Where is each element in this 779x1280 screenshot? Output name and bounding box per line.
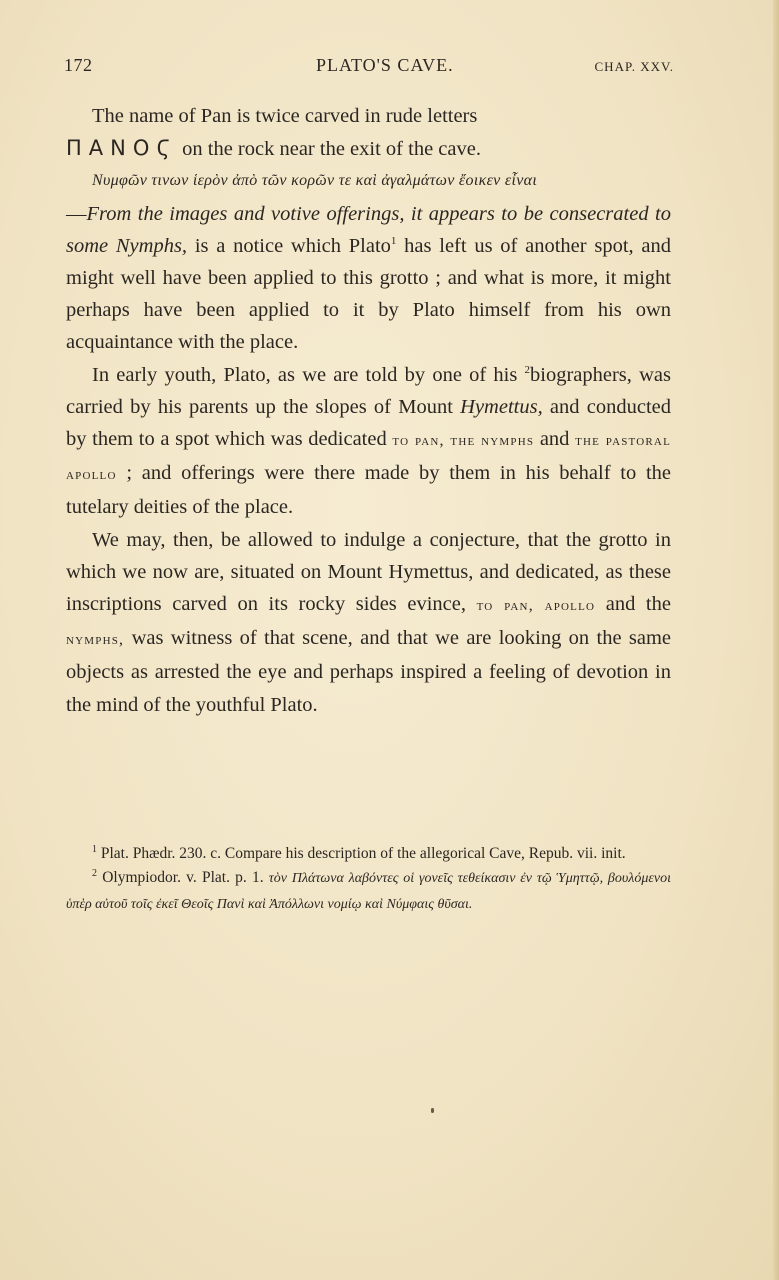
running-title: PLATO'S CAVE. xyxy=(316,55,454,75)
pan-inscription: ΠΑΝΟϚ xyxy=(66,136,178,161)
paragraph-3 xyxy=(66,359,671,524)
small-caps-run: the nymphs xyxy=(450,432,535,450)
small-caps-run: to pan, apollo xyxy=(476,597,596,615)
footnote-1 xyxy=(66,842,671,866)
text-run: was witness of that scene, and that we are looking on the same objects as arrested the eye and perhaps inspired a feeling of devotion in the mind of the youthful Plato. xyxy=(66,627,671,716)
footnote-mark: 1 xyxy=(92,843,97,855)
text-run: on the rock near the exit of the cave. xyxy=(177,138,481,161)
footnote-greek: τὸν Πλάτωνα λαβόντες οἱ γονεῖς τεθείκασιν ἐν τῷ Ὑμηττῷ, βουλόμενοι ὑπὲρ αὐτοῦ τοῖς ἐκεῖ Θεοῖς Πανὶ καὶ Ἀπόλλωνι νομίῳ καὶ Νύμφαις θῦσαι. xyxy=(66,871,672,912)
text-run: and conducted by them to a spot which was dedicated xyxy=(66,395,672,451)
ink-speck xyxy=(431,1108,434,1113)
text-run: In early youth, Plato, as we are told by one of his xyxy=(92,363,525,386)
paragraph-1 xyxy=(66,100,671,165)
small-caps-run: to pan, xyxy=(392,432,445,450)
text-run: biographers, was carried by his parents up the slopes of Mount xyxy=(66,363,671,418)
main-text xyxy=(66,100,671,721)
greek-quote: Νυμφῶν τινων ἱερὸν ἀπὸ τῶν κορῶν τε καὶ ἀγαλμάτων ἔοικεν εἶναι xyxy=(92,172,538,190)
text-run: is a notice which Plato xyxy=(187,234,391,257)
text-run: The name of Pan is twice carved in rude letters xyxy=(92,105,478,127)
footnote-ref-2[interactable]: 2 xyxy=(524,363,531,376)
paragraph-2 xyxy=(66,165,671,358)
small-caps-run: the pastoral apollo xyxy=(66,432,671,484)
italic-translation: From the images and votive offerings, it appears to be consecrated to some Nymphs, xyxy=(66,202,671,257)
footnote-mark: 2 xyxy=(92,868,97,880)
text-run: and xyxy=(534,428,576,451)
page-number: 172 xyxy=(64,55,93,75)
text-run: has left us of another spot, and might well have been applied to this grotto ; and what is more, it might perhaps have been applied to it by Plato himself from his own acquaintance with the place. xyxy=(66,234,671,354)
text-run: We may, then, be allowed to indulge a conjecture, that the grotto in which we now are, situated on Mount Hymettus, and dedicated, as these inscriptions carved on its rocky sides evince, xyxy=(66,528,671,616)
footnote-text: Plat. Phædr. 230. c. Compare his description of the allegorical Cave, Repub. vii. init. xyxy=(97,845,626,862)
footnotes xyxy=(66,842,671,917)
footnote-ref-1[interactable]: 1 xyxy=(390,234,397,247)
small-caps-run: nymphs, xyxy=(66,631,125,649)
footnote-2 xyxy=(66,866,671,917)
footnote-text: Olympiodor. v. Plat. p. 1. xyxy=(97,869,269,887)
running-header xyxy=(64,55,674,81)
chapter-label: CHAP. XXV. xyxy=(594,59,674,74)
page-edge xyxy=(773,0,779,1280)
em-dash: — xyxy=(66,202,87,225)
text-run: ; and offerings were there made by them in his behalf to the tutelary deities of the place. xyxy=(66,462,671,519)
italic-place: Hymettus, xyxy=(460,395,543,418)
paragraph-4 xyxy=(66,524,671,721)
text-run: and the xyxy=(595,593,671,616)
